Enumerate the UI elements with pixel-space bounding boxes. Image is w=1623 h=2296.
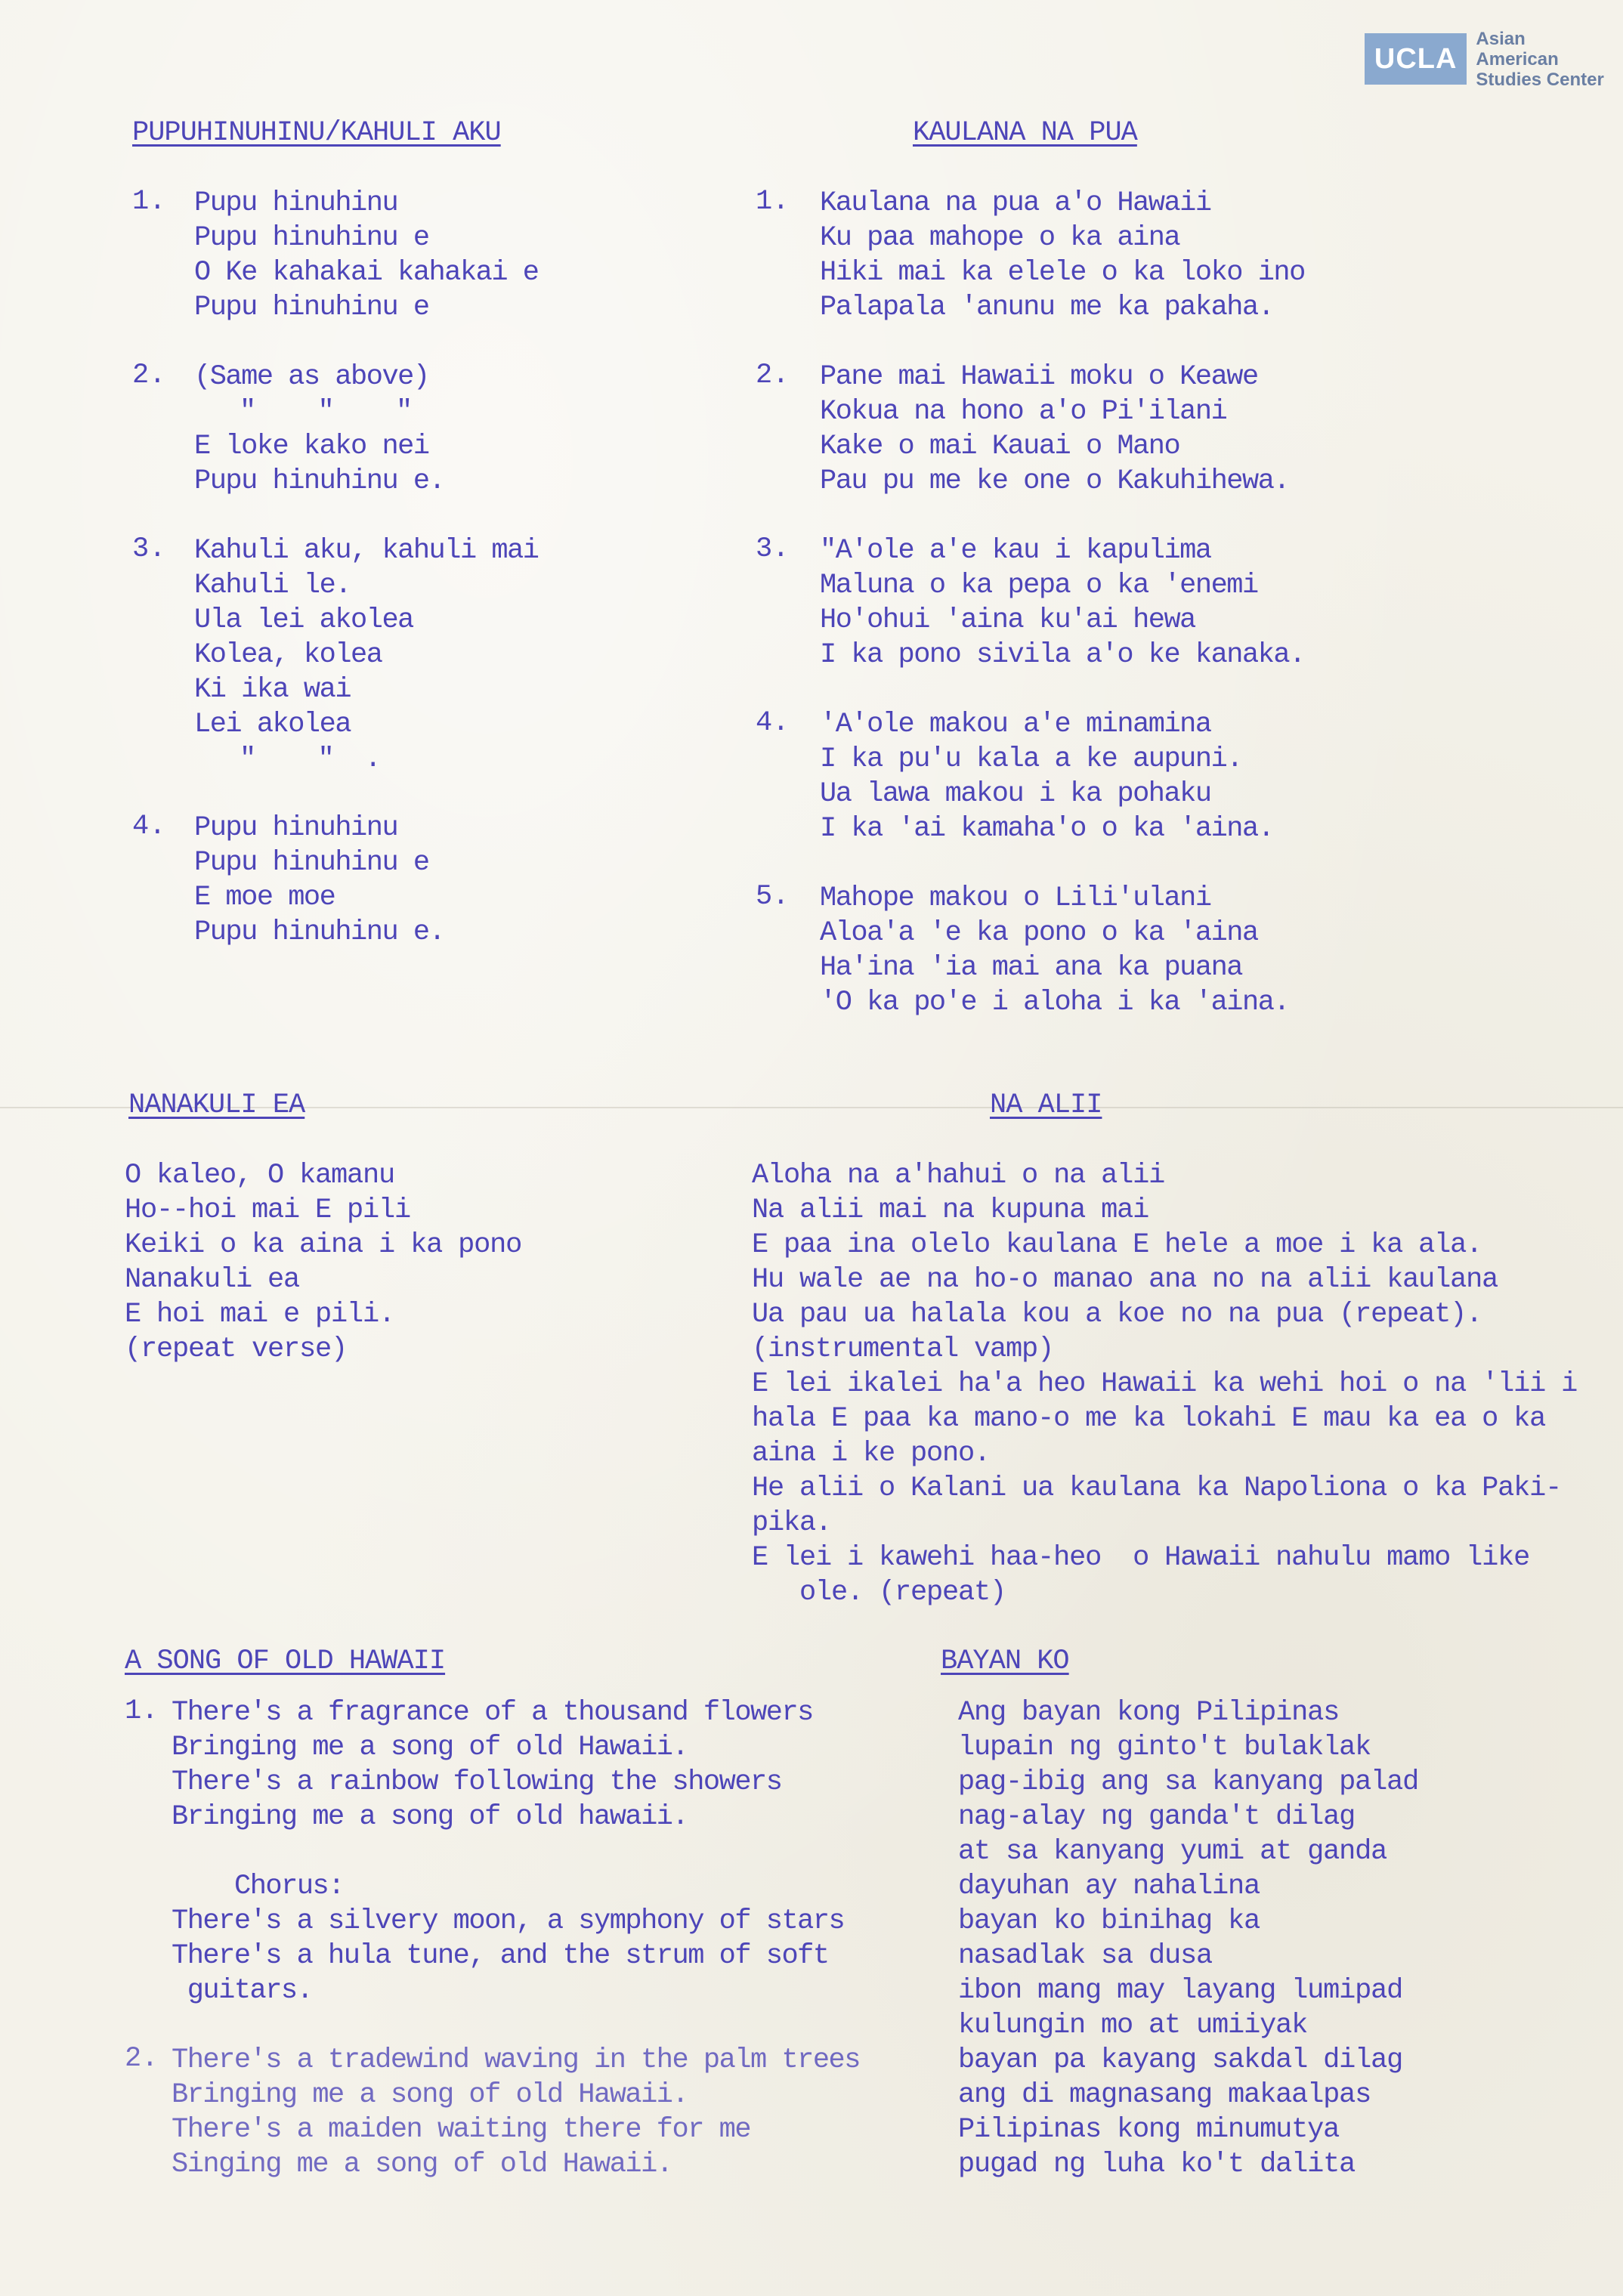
lyric-line: I ka pono sivila a'o ke kanaka. bbox=[820, 639, 1305, 671]
song-bayan-ko bbox=[941, 1646, 1069, 1677]
nanakuli-lyrics bbox=[125, 1158, 521, 1367]
lyric-line: (instrumental vamp) bbox=[752, 1333, 1054, 1365]
chorus-label: Chorus: bbox=[234, 1871, 344, 1902]
lyric-line: dayuhan ay nahalina bbox=[958, 1871, 1260, 1902]
lyric-line: pugad ng luha ko't dalita bbox=[958, 2149, 1356, 2180]
ucla-aasc-badge bbox=[1365, 28, 1608, 90]
lyric-line: nag-alay ng ganda't dilag bbox=[958, 1801, 1356, 1833]
lyric-line: Ua lawa makou i ka pohaku bbox=[820, 778, 1211, 810]
lyric-line: He alii o Kalani ua kaulana ka Napoliona o ka Paki- bbox=[752, 1472, 1562, 1504]
lyric-line: Pupu hinuhinu e bbox=[194, 292, 429, 323]
lyric-line: Nanakuli ea bbox=[125, 1264, 300, 1296]
lyric-line: Maluna o ka pepa o ka 'enemi bbox=[820, 570, 1258, 601]
lyric-line: There's a hula tune, and the strum of soft bbox=[172, 1940, 829, 1972]
lyric-line: aina i ke pono. bbox=[752, 1438, 991, 1469]
verse-number: 4. bbox=[132, 811, 166, 842]
lyric-line: Lei akolea bbox=[194, 709, 351, 740]
ucla-logo: UCLA bbox=[1365, 33, 1467, 85]
lyric-line: Hu wale ae na ho-o manao ana no na alii kaulana bbox=[752, 1264, 1498, 1296]
lyric-line: Pupu hinuhinu e. bbox=[194, 465, 445, 497]
verse-number: 1. bbox=[756, 186, 790, 218]
lyric-line: E hoi mai e pili. bbox=[125, 1299, 395, 1330]
song-title: BAYAN KO bbox=[941, 1646, 1069, 1677]
lyric-line: Mahope makou o Lili'ulani bbox=[820, 882, 1211, 914]
lyric-line: bayan pa kayang sakdal dilag bbox=[958, 2044, 1403, 2076]
lyric-line: Pane mai Hawaii moku o Keawe bbox=[820, 361, 1258, 393]
lyric-line: Pupu hinuhinu e. bbox=[194, 916, 445, 948]
lyric-line: Pilipinas kong minumutya bbox=[958, 2114, 1340, 2146]
lyric-line: 'A'ole makou a'e minamina bbox=[820, 709, 1211, 740]
lyric-line: Na alii mai na kupuna mai bbox=[752, 1194, 1149, 1226]
verse-number: 3. bbox=[756, 533, 790, 565]
lyric-line: (repeat verse) bbox=[125, 1333, 348, 1365]
lyric-line: Ku paa mahope o ka aina bbox=[820, 222, 1180, 254]
lyric-line: (Same as above) bbox=[194, 361, 429, 393]
lyric-line: Bringing me a song of old hawaii. bbox=[172, 1801, 688, 1833]
lyric-line: Kake o mai Kauai o Mano bbox=[820, 431, 1180, 462]
lyric-line: There's a silvery moon, a symphony of stars bbox=[172, 1905, 845, 1937]
lyric-line: hala E paa ka mano-o me ka lokahi E mau ka ea o ka bbox=[752, 1403, 1546, 1435]
lyric-line: Kahuli le. bbox=[194, 570, 351, 601]
na-alii-lyrics bbox=[752, 1158, 1577, 1610]
chorus-lyrics bbox=[172, 1904, 844, 2008]
song-title: A SONG OF OLD HAWAII bbox=[125, 1646, 446, 1677]
lyric-line: bayan ko binihag ka bbox=[958, 1905, 1260, 1937]
lyric-line: Kokua na hono a'o Pi'ilani bbox=[820, 396, 1227, 428]
lyric-line: ang di magnasang makaalpas bbox=[958, 2079, 1371, 2111]
lyric-line: at sa kanyang yumi at ganda bbox=[958, 1836, 1387, 1868]
song-pupuhinuhinu bbox=[132, 117, 501, 149]
verse-number: 2. bbox=[132, 360, 166, 391]
song-nanakuli-ea bbox=[128, 1089, 305, 1121]
verse-number: 2. bbox=[756, 360, 790, 391]
lyric-line: Singing me a song of old Hawaii. bbox=[172, 2149, 672, 2180]
aasc-logo-text: Asian American Studies Center bbox=[1476, 28, 1604, 90]
lyric-line: Kolea, kolea bbox=[194, 639, 382, 671]
lyric-line: pika. bbox=[752, 1507, 832, 1539]
song-na-alii bbox=[990, 1089, 1102, 1121]
song-title: KAULANA NA PUA bbox=[913, 117, 1137, 149]
lyric-line: Ang bayan kong Pilipinas bbox=[958, 1697, 1340, 1729]
lyric-line: "A'ole a'e kau i kapulima bbox=[820, 535, 1211, 567]
verse-number: 2. bbox=[125, 2043, 159, 2075]
lyric-line: E paa ina olelo kaulana E hele a moe i ka ala. bbox=[752, 1229, 1482, 1261]
lyric-line: 'O ka po'e i aloha i ka 'aina. bbox=[820, 987, 1290, 1018]
lyric-line: There's a fragrance of a thousand flowers bbox=[172, 1697, 813, 1729]
ditto-marks: " " " bbox=[240, 396, 412, 428]
lyric-line: Ki ika wai bbox=[194, 674, 351, 706]
lyric-line: Kahuli aku, kahuli mai bbox=[194, 535, 539, 567]
ditto-marks: " " . bbox=[240, 743, 381, 775]
verse-number: 1. bbox=[125, 1695, 159, 1727]
lyric-line: nasadlak sa dusa bbox=[958, 1940, 1213, 1972]
lyric-line: E loke kako nei bbox=[194, 431, 429, 462]
lyric-line: I ka pu'u kala a ke aupuni. bbox=[820, 743, 1242, 775]
lyric-line: There's a maiden waiting there for me bbox=[172, 2114, 751, 2146]
lyric-line: pag-ibig ang sa kanyang palad bbox=[958, 1766, 1419, 1798]
song-title: NA ALII bbox=[990, 1089, 1102, 1121]
lyric-line: I ka 'ai kamaha'o o ka 'aina. bbox=[820, 813, 1274, 845]
song-a-song-of-old-hawaii bbox=[125, 1646, 445, 1677]
lyric-line: Ua pau ua halala kou a koe no na pua (repeat). bbox=[752, 1299, 1482, 1330]
lyric-line: lupain ng ginto't bulaklak bbox=[958, 1732, 1371, 1763]
lyric-line: Pupu hinuhinu e bbox=[194, 222, 429, 254]
verse-number: 1. bbox=[132, 186, 166, 218]
lyric-line: Bringing me a song of old Hawaii. bbox=[172, 1732, 688, 1763]
song-title: PUPUHINUHINU/KAHULI AKU bbox=[132, 117, 501, 149]
lyric-line: Kaulana na pua a'o Hawaii bbox=[820, 187, 1211, 219]
song-kaulana-na-pua bbox=[913, 117, 1137, 149]
verse-number: 5. bbox=[756, 881, 790, 913]
lyric-line: Ho'ohui 'aina ku'ai hewa bbox=[820, 604, 1195, 636]
lyric-line: There's a rainbow following the showers bbox=[172, 1766, 782, 1798]
lyric-line: O Ke kahakai kahakai e bbox=[194, 257, 539, 289]
lyric-line: Aloha na a'hahui o na alii bbox=[752, 1160, 1165, 1191]
lyric-line: E lei ikalei ha'a heo Hawaii ka wehi hoi o na 'lii i bbox=[752, 1368, 1578, 1400]
lyric-line: guitars. bbox=[172, 1975, 313, 2007]
lyric-line: E lei i kawehi haa-heo o Hawaii nahulu mamo like bbox=[752, 1542, 1530, 1574]
lyric-line: Ho--hoi mai E pili bbox=[125, 1194, 411, 1226]
lyric-line: ibon mang may layang lumipad bbox=[958, 1975, 1403, 2007]
lyric-line: Pupu hinuhinu e bbox=[194, 847, 429, 879]
lyric-line: Aloa'a 'e ka pono o ka 'aina bbox=[820, 917, 1258, 949]
lyric-line: kulungin mo at umiiyak bbox=[958, 2010, 1308, 2041]
lyric-line: Bringing me a song of old Hawaii. bbox=[172, 2079, 688, 2111]
lyric-line: There's a tradewind waving in the palm trees bbox=[172, 2044, 860, 2076]
verse-number: 4. bbox=[756, 707, 790, 739]
lyric-line: Ula lei akolea bbox=[194, 604, 413, 636]
lyric-line: Pupu hinuhinu bbox=[194, 187, 398, 219]
lyric-line: Hiki mai ka elele o ka loko ino bbox=[820, 257, 1305, 289]
lyric-line: E moe moe bbox=[194, 882, 335, 913]
lyric-line: Pupu hinuhinu bbox=[194, 812, 398, 844]
lyric-line: O kaleo, O kamanu bbox=[125, 1160, 395, 1191]
song-title: NANAKULI EA bbox=[128, 1089, 305, 1121]
bayan-ko-lyrics bbox=[958, 1695, 1418, 2182]
lyric-line: Keiki o ka aina i ka pono bbox=[125, 1229, 522, 1261]
lyric-line: Pau pu me ke one o Kakuhihewa. bbox=[820, 465, 1290, 497]
lyric-line: ole. (repeat) bbox=[752, 1577, 1006, 1608]
verse-number: 3. bbox=[132, 533, 166, 565]
lyric-line: Palapala 'anunu me ka pakaha. bbox=[820, 292, 1274, 323]
lyric-line: Ha'ina 'ia mai ana ka puana bbox=[820, 952, 1242, 984]
